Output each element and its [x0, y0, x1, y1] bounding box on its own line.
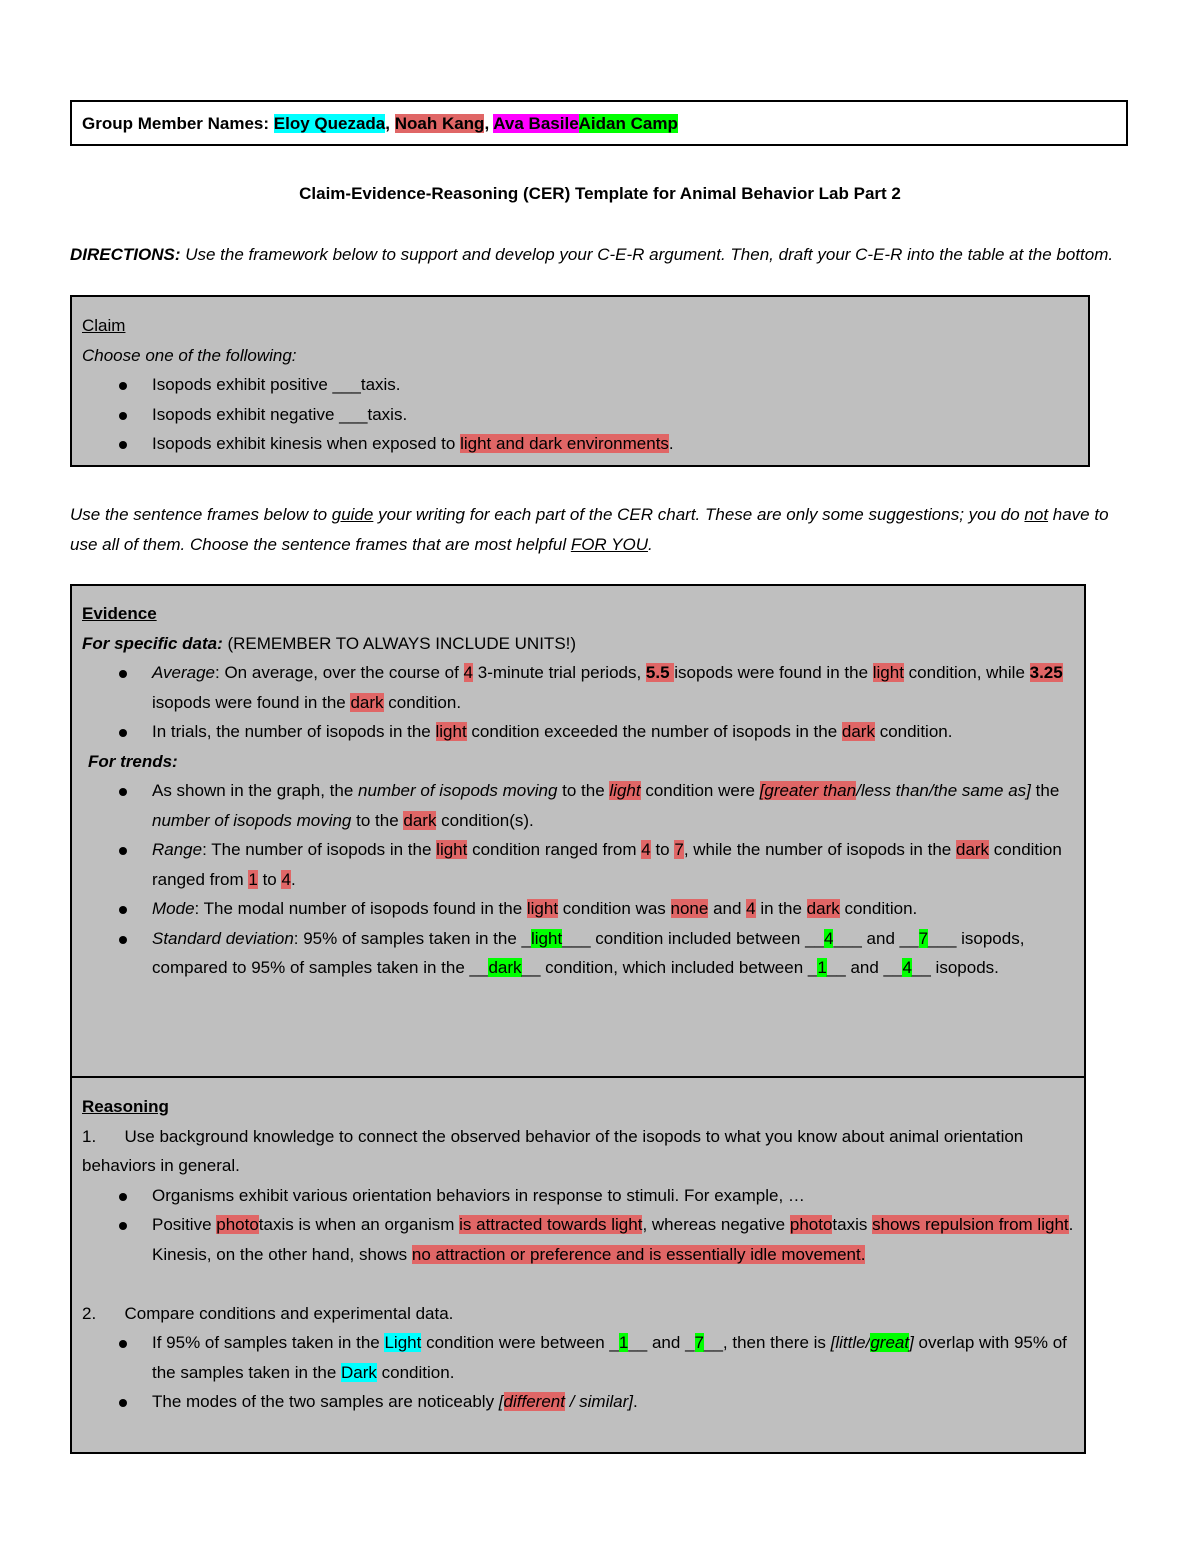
- reasoning-step-2: 2. Compare conditions and experimental data.: [82, 1303, 454, 1323]
- reasoning-box: [70, 1076, 1086, 1454]
- t: ___ condition included between __: [562, 928, 824, 948]
- t: condition were between _: [421, 1333, 619, 1352]
- evidence-box: [70, 584, 1086, 1078]
- graph-item: [82, 776, 1074, 835]
- directions-label: DIRECTIONS:: [70, 245, 181, 264]
- t: to: [650, 840, 675, 859]
- hl: 7: [694, 1333, 704, 1352]
- hl: dark: [403, 810, 437, 830]
- claim-box: [70, 295, 1090, 467]
- guide-text: .: [647, 534, 653, 554]
- hl: light: [530, 928, 563, 948]
- t: Standard deviation: [152, 928, 294, 948]
- hl: [760, 781, 856, 800]
- reasoning-content: [82, 1092, 1074, 1417]
- trends-label: For trends:: [88, 751, 178, 771]
- group-names-box: [70, 100, 1128, 146]
- t: , while the number of isopods in the: [683, 840, 956, 859]
- t: condition(s).: [436, 810, 534, 830]
- t: condition were: [640, 781, 760, 800]
- hl: light: [435, 722, 467, 741]
- hl: Dark: [341, 1362, 377, 1382]
- trials-item: [82, 717, 1074, 747]
- hl: 7: [674, 840, 684, 859]
- hl: dark: [350, 692, 384, 712]
- t: : On average, over the course of: [215, 663, 464, 682]
- t: /less than/the same as]: [856, 781, 1031, 800]
- claim-option: [82, 429, 1078, 459]
- hl: 4: [746, 899, 756, 918]
- t: the: [1030, 781, 1060, 800]
- claim-prompt: Choose one of the following:: [82, 345, 297, 365]
- t: __ isopods.: [911, 958, 999, 977]
- hl: light: [526, 899, 559, 918]
- t: taxis is when an organism: [258, 1215, 460, 1234]
- reasoning-list-1: [82, 1181, 1074, 1270]
- t: isopods were found in the: [674, 663, 873, 682]
- t: condition.: [376, 1362, 455, 1382]
- t: .: [290, 869, 296, 889]
- hl: 7: [918, 928, 929, 948]
- hl: light: [436, 840, 468, 859]
- hl: photo: [216, 1215, 259, 1234]
- t: in the: [755, 899, 807, 918]
- reasoning-bullet: [82, 1210, 1074, 1269]
- hl: 4: [902, 958, 912, 977]
- t: condition exceeded the number of isopods in the: [466, 722, 842, 741]
- directions: [70, 240, 1130, 269]
- hl: 1: [618, 1333, 629, 1352]
- t: condition ranged from: [467, 840, 642, 859]
- hl: dark: [806, 899, 840, 918]
- hl: great: [870, 1333, 910, 1352]
- reasoning-heading: Reasoning: [82, 1097, 169, 1116]
- t: isopods were found in the: [152, 692, 351, 712]
- guide-text: guide: [331, 505, 374, 524]
- hl: 3.25: [1029, 663, 1063, 682]
- trends-list: [82, 776, 1074, 983]
- reasoning-bullet: Organisms exhibit various orientation behaviors in response to stimuli. For example, …: [82, 1181, 1074, 1211]
- t: : The number of isopods in the: [202, 840, 437, 859]
- hl: different: [503, 1392, 565, 1411]
- t: taxis: [832, 1215, 873, 1234]
- t: to the: [557, 781, 610, 800]
- t: [: [759, 781, 765, 800]
- hl: dark: [841, 722, 875, 741]
- member-name: Eloy Quezada: [273, 114, 386, 133]
- t: Average: [152, 663, 216, 682]
- claim-option: Isopods exhibit negative ___taxis.: [82, 400, 1078, 430]
- hl: none: [670, 899, 709, 918]
- claim-text: Isopods exhibit kinesis when exposed to: [152, 434, 461, 453]
- t: ]: [909, 1333, 914, 1352]
- t: .: [632, 1392, 638, 1411]
- reasoning-list-2: [82, 1328, 1074, 1417]
- hl: 4: [641, 840, 651, 859]
- hl: Light: [384, 1333, 422, 1352]
- sd-item: [82, 924, 1074, 983]
- range-item: [82, 835, 1074, 894]
- t: As shown in the graph, the: [152, 781, 359, 800]
- t: number of isopods moving: [152, 810, 352, 830]
- t: condition, while: [903, 663, 1030, 682]
- hl: dark: [955, 840, 990, 859]
- t: and: [708, 899, 747, 918]
- t: Positive: [152, 1215, 217, 1234]
- average-item: [82, 658, 1074, 717]
- t: Range: [152, 840, 203, 859]
- hl: 4: [463, 663, 474, 682]
- t: __ condition, which included between _: [521, 958, 818, 977]
- claim-options: [82, 370, 1078, 459]
- guide-text: your writing for each part of the CER chart. These are only some suggestions; you do: [373, 505, 1025, 524]
- t: ___ isopods, compared to 95% of samples taken in the __: [152, 928, 1025, 977]
- guide-text: Use the sentence frames below to: [70, 505, 332, 524]
- t: [: [498, 1392, 504, 1411]
- t: __, then there is: [704, 1333, 831, 1352]
- t: condition.: [874, 722, 953, 741]
- guide-text: not: [1024, 505, 1049, 524]
- hl: dark: [488, 958, 522, 977]
- guide-text: FOR YOU: [570, 534, 648, 554]
- t: __ and _: [628, 1333, 695, 1352]
- t: Mode: [152, 899, 195, 918]
- t: The modes of the two samples are noticeably: [152, 1392, 499, 1411]
- claim-option: Isopods exhibit positive ___taxis.: [82, 370, 1078, 400]
- t: 3-minute trial periods,: [473, 663, 646, 682]
- t: : 95% of samples taken in the _: [293, 928, 531, 948]
- claim-content: [82, 311, 1078, 459]
- hl: 5.5: [645, 663, 675, 682]
- claim-text: .: [668, 434, 674, 453]
- mode-item: [82, 894, 1074, 924]
- reasoning-step-1: 1. Use background knowledge to connect the observed behavior of the isopods to what you know about animal orientation behaviors in general.: [82, 1126, 1028, 1175]
- t: : The modal number of isopods found in the: [194, 899, 527, 918]
- t: to: [257, 869, 282, 889]
- t: __ and __: [826, 958, 903, 977]
- t: condition ranged from: [152, 840, 1062, 889]
- t: If 95% of samples taken in the: [152, 1333, 385, 1352]
- hl: light: [609, 781, 641, 800]
- claim-heading: Claim: [82, 316, 126, 335]
- member-name: Aidan Camp: [578, 114, 678, 133]
- hl: no attraction or preference and is essentially idle movement.: [411, 1244, 866, 1264]
- t: condition was: [558, 899, 671, 918]
- t: / similar]: [564, 1392, 633, 1411]
- t: condition.: [839, 899, 918, 918]
- t: , whereas negative: [642, 1215, 790, 1234]
- guide-text: have to use all of them. Choose the sentence frames that are most helpful: [70, 505, 1109, 554]
- t: greater than: [764, 781, 857, 800]
- reasoning-bullet: [82, 1387, 1074, 1417]
- directions-text: Use the framework below to support and develop your C-E-R argument. Then, draft your C-E-R into the table at the bottom.: [180, 245, 1114, 264]
- claim-highlight: light and dark environments: [460, 434, 669, 453]
- hl: shows repulsion from light: [872, 1215, 1069, 1234]
- specific-data-label: [82, 629, 1074, 659]
- evidence-heading: Evidence: [82, 604, 157, 623]
- reasoning-bullet: [82, 1328, 1074, 1387]
- member-name: Noah Kang: [394, 114, 485, 133]
- hl: 4: [281, 869, 291, 889]
- t: . Kinesis, on the other hand, shows: [152, 1215, 1074, 1264]
- note: (REMEMBER TO ALWAYS INCLUDE UNITS!): [222, 633, 577, 653]
- t: to the: [351, 810, 404, 830]
- evidence-content: [82, 599, 1074, 983]
- hl: 1: [248, 869, 258, 889]
- hl: 4: [824, 928, 834, 948]
- t: condition.: [383, 692, 462, 712]
- hl: is attracted towards light: [459, 1215, 643, 1234]
- t: overlap with 95% of the samples taken in the: [152, 1333, 1067, 1382]
- t: ___ and __: [833, 928, 919, 948]
- label: For specific data:: [82, 633, 223, 653]
- group-names-line: Group Member Names: Eloy Quezada, Noah Kang, Ava BasileAidan Camp: [82, 114, 678, 133]
- hl: light: [872, 663, 904, 682]
- group-label: Group Member Names:: [82, 114, 270, 133]
- hl: photo: [789, 1215, 833, 1234]
- specific-list: [82, 658, 1074, 747]
- t: In trials, the number of isopods in the: [152, 722, 436, 741]
- hl: 1: [817, 958, 827, 977]
- t: number of isopods moving: [358, 781, 558, 800]
- member-name: Ava Basile: [493, 114, 579, 133]
- guidance-paragraph: [70, 500, 1140, 559]
- t: [little/: [830, 1333, 871, 1352]
- page-title: Claim-Evidence-Reasoning (CER) Template for Animal Behavior Lab Part 2: [299, 184, 901, 203]
